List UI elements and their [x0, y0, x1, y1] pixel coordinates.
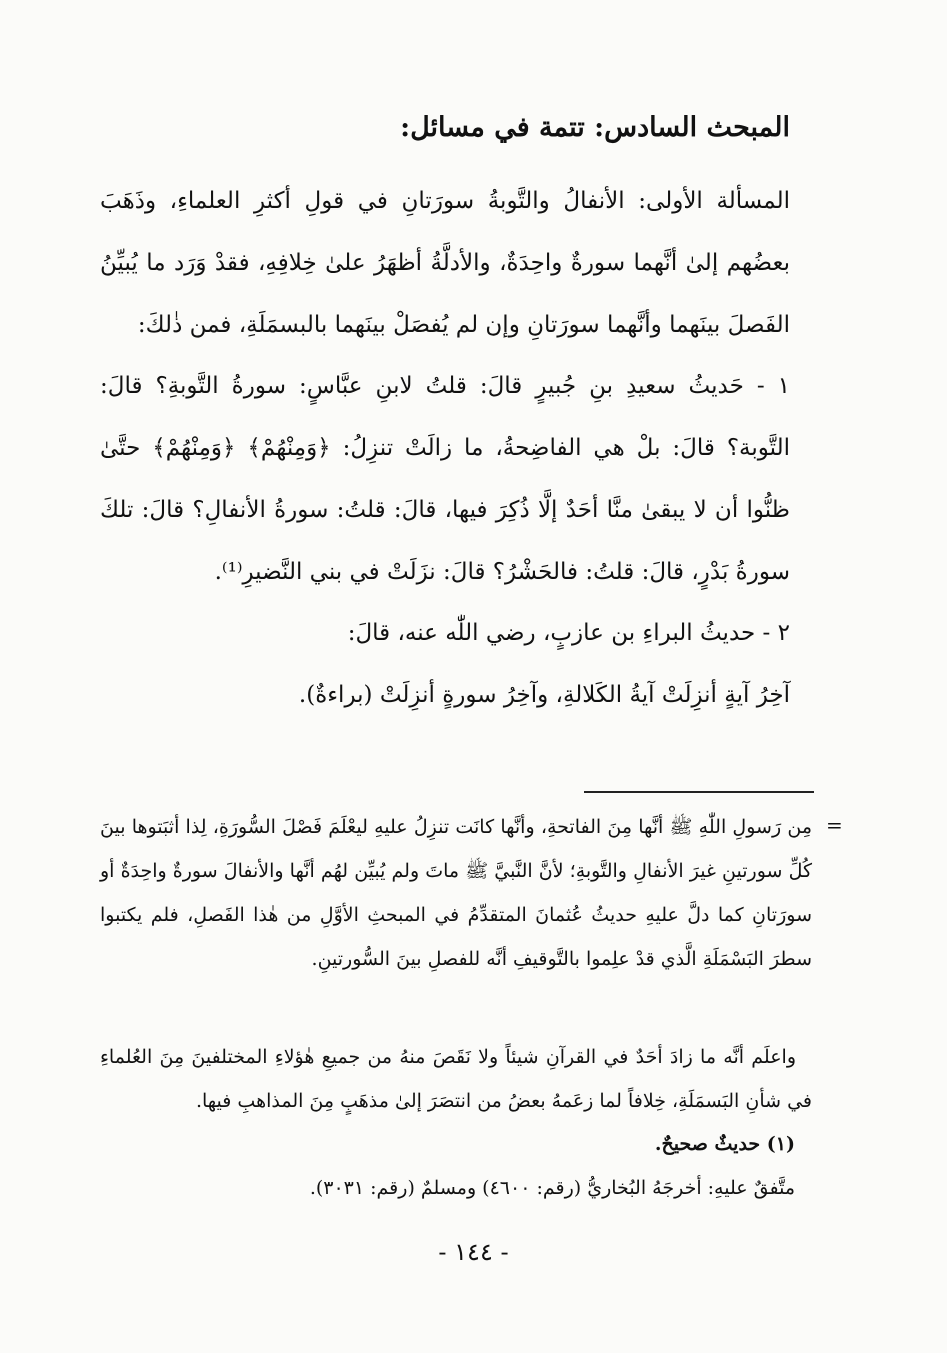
footnote-1-title: (١) حديثٌ صحيحٌ.: [654, 1133, 795, 1155]
section-heading: المبحث السادس: تتمة في مسائل:: [400, 112, 790, 143]
paragraph-hadith-2: ٢ - حديثُ البراءِ بن عازبٍ، رضي اللّٰه عنه، قالَ:: [347, 620, 790, 646]
page-number: - ١٤٤ -: [438, 1238, 509, 1266]
footnote-separator: [584, 791, 814, 793]
paragraph-first-issue: المسألة الأولى: الأنفالُ والتَّوبةُ سورَتانِ في قولِ أكثرِ العلماءِ، وذَهَبَ بعضُهم إلىٰ أنَّهما سورةٌ واحِدَةٌ، والأدلَّةُ أظهَرُ علىٰ خِلافِهِ، فقدْ وَرَد ما يُبيِّنُ الفَصلَ بينَهما وأنَّهما سورَتانِ وإن لم يُفصَلْ بينَهما بالبسمَلَةِ، فمن ذٰلكَ:: [100, 188, 790, 338]
paragraph-hadith-1: ١ - حَديثُ سعيدِ بنِ جُبيرٍ قالَ: قلتُ لابنِ عبَّاسٍ: سورةُ التَّوبةِ؟ قالَ: التَّوبة؟ قالَ: بلْ هي الفاضِحةُ، ما زالَتْ تنزِلُ: ﴿وَمِنْهُمْ﴾ ﴿وَمِنْهُمْ﴾ حتَّىٰ ظنُّوا أن لا يبقىٰ منَّا أحَدٌ إلَّا ذُكِرَ فيها، قالَ: قلتُ: سورةُ الأنفالِ؟ قالَ: تلكَ سورةُ بَدْرٍ، قالَ: قلتُ: فالحَشْرُ؟ قالَ: نزَلَتْ في بني النَّضيرِ⁽¹⁾.: [100, 373, 790, 585]
footnote-continuation-mark: =: [826, 813, 843, 837]
footnote-1-source: متَّفقٌ عليهِ: أخرجَهُ البُخاريُّ (رقم: ٤٦٠٠) ومسلمٌ (رقم: ٣٠٣١).: [309, 1177, 795, 1199]
paragraph-hadith-2-text: آخِرُ آيةٍ أنزِلَتْ آيةُ الكَلالةِ، وآخِرُ سورةٍ أنزِلَتْ (براءةٌ).: [298, 682, 790, 708]
footnote-note: واعلَم أنَّه ما زادَ أحَدٌ في القرآنِ شيئاً ولا نَقَصَ منهُ من جميعِ هٰؤلاءِ المختلفينَ مِنَ العُلماءِ في شأنِ البَسمَلَةِ، خِلافاً لما زعَمهُ بعضُ من انتصَرَ إلىٰ مذهَبٍ مِنَ المذاهبِ فيها.: [100, 1046, 812, 1112]
footnote-continued: مِن رَسولِ اللّٰهِ ﷺ أنَّها مِنَ الفاتحةِ، وأنَّها كانَت تنزِلُ عليهِ ليعْلَمَ فَصْلَ السُّورَةِ، لِذا أثبَتوها بينَ كُلِّ سورتينِ غيرَ الأنفالِ والتَّوبةِ؛ لأنَّ النَّبيَّ ﷺ ماتَ ولم يُبيِّن لهُم أنَّها والأنفالَ سورةٌ واحِدَةٌ أو سورَتانِ كما دلَّ عليهِ حديثُ عُثمانَ المتقدِّمُ في المبحثِ الأوَّلِ من هٰذا الفَصلِ، فلم يكتبوا سطرَ البَسْمَلَةِ الَّذي قدْ علِموا بالتَّوقيفِ أنَّه للفصلِ بينَ السُّورتينِ.: [100, 816, 812, 970]
